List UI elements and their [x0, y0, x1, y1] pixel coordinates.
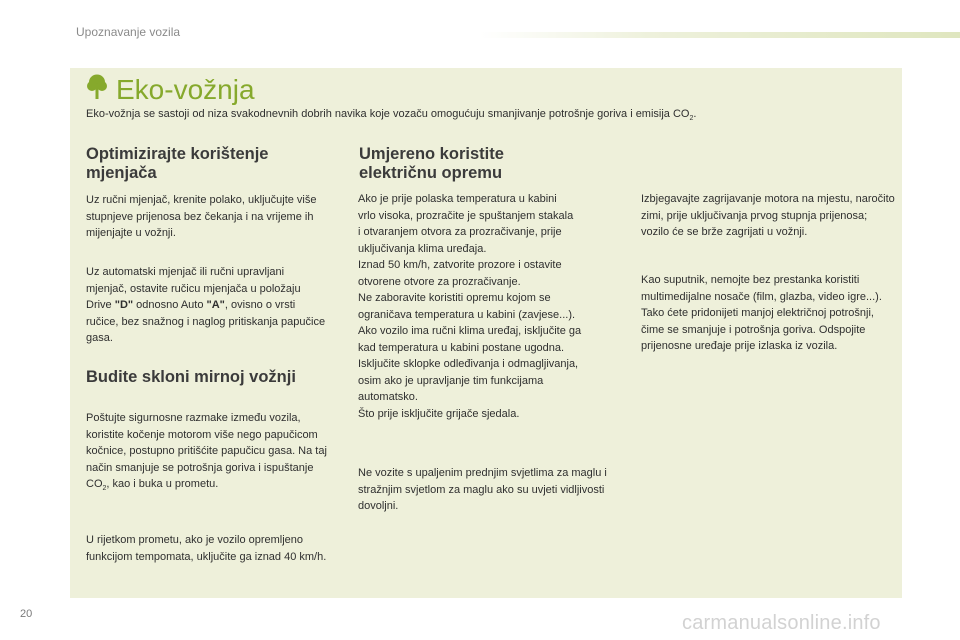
gearbox-automatic-paragraph: Uz automatski mjenjač ili ručni upravljani mjenjač, ostavite ručicu mjenjača u položaju Drive "D" odnosno Auto "A", ovisno o vrsti ručice, bez snažnog i naglog pritiskanja papučice gasa. [86, 266, 326, 344]
electrical-paragraph: Ako je prije polaska temperatura u kabini vrlo visoka, prozračite je spuštanjem stakala i otvaranjem otvora za prozračivanje, prije uključivanja klima uređaja. Iznad 50 km/h, zatvorite prozore i ostavite otvorene otvore za prozračivanje. Ne zaboravite koristiti opremu kojom se ograničava temperatura u kabini (zavjese...). Ako vozilo ima ručni klima uređaj, isključite ga kad temperatura u kabini postane ugodna. Isključite sklopke odleđivanja i odmagljivanja, osim ako je upravljanje tim funkcijama automatsko. Što prije isključite grijače sjedala. [358, 193, 582, 420]
engine-warmup-paragraph: Izbjegavajte zagrijavanje motora na mjestu, naročito zimi, prije uključivanja prvog stupnja prijenosa; vozilo će se brže zagrijati u vožnji. [641, 193, 895, 238]
eco-intro: Eko-vožnja se sastoji od niza svakodnevnih dobrih navika koje vozaču omogućuju smanjivanje potrošnje goriva i emisija $CO_2$. [86, 108, 697, 123]
watermark: carmanualsonline.info [682, 612, 881, 634]
gearbox-manual-paragraph: Uz ručni mjenjač, krenite polako, uključujte više stupnjeve prijenosa bez čekanja i na vrijeme ih mijenjajte u vožnji. [86, 194, 317, 239]
header-title: Upoznavanje vozila [76, 25, 181, 39]
calm-driving-paragraph: Poštujte sigurnosne razmake između vozila, koristite kočenje motorom više nego papučicom kočnice, postupno pritišćite papučicu gasa. Na taj način smanjuje se potrošnja goriva i ispuštanje $CO_2$, kao i buka u prometu. [86, 412, 327, 493]
cruise-control-paragraph: U rijetkom prometu, ako je vozilo opremljeno funkcijom tempomata, uključite ga iznad 40 km/h. [86, 534, 327, 563]
section-title-electrical: Umjereno koristite električnu opremu [359, 145, 504, 182]
fog-lights-paragraph: Ne vozite s upaljenim prednjim svjetlima za maglu i stražnjim svjetlom za maglu ako su uvjeti vidljivosti dovoljni. [358, 467, 607, 512]
eco-title: Eko-vožnja [116, 74, 255, 105]
header-rule [480, 32, 960, 38]
page-number: 20 [20, 608, 33, 620]
section-title-gearbox: Optimizirajte korištenje mjenjača [86, 145, 269, 182]
tree-icon [86, 74, 108, 100]
section-title-calm-driving: Budite skloni mirnoj vožnji [86, 368, 296, 386]
multimedia-paragraph: Kao suputnik, nemojte bez prestanka koristiti multimedijalne nosače (film, glazba, video igre...). Tako ćete pridonijeti manjoj električnoj potrošnji, čime se smanjuje i potrošnja goriva. Odspojite prijenosne uređaje prije izlaska iz vozila. [641, 274, 882, 352]
